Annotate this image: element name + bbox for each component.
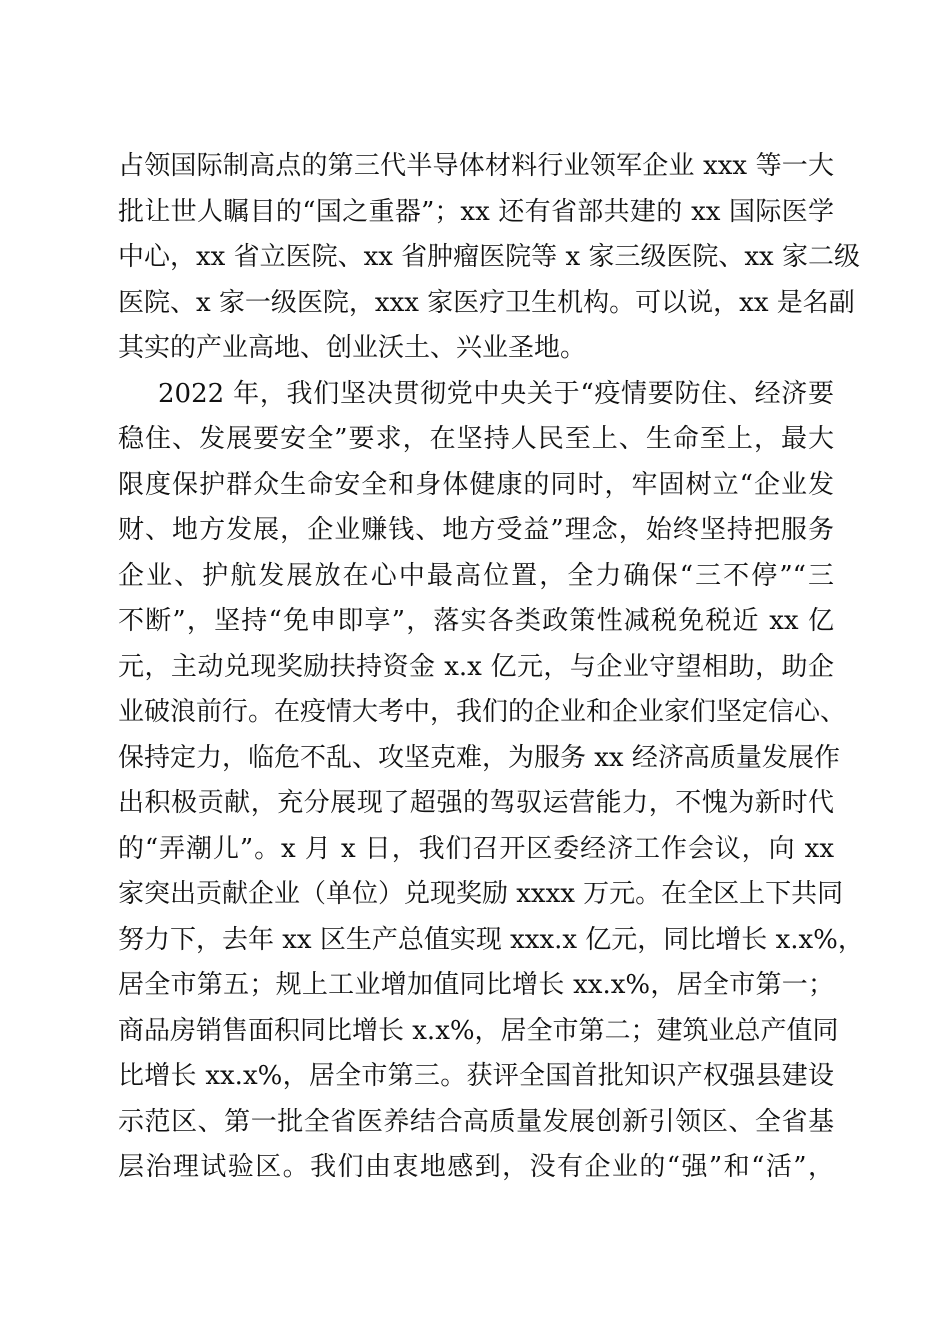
text-line: 企业、护航发展放在心中最高位置，全力确保“三不停”“三 [118, 560, 834, 591]
text-line: 比增长 xx.x%，居全市第三。获评全国首批知识产权强县建设 [118, 1061, 834, 1091]
text-line: 元，主动兑现奖励扶持资金 x.x 亿元，与企业守望相助，助企 [118, 651, 834, 682]
text-line: 商品房销售面积同比增长 x.x%，居全市第二；建筑业总产值同 [118, 1015, 839, 1046]
text-line: 家突出贡献企业（单位）兑现奖励 xxxx 万元。在全区上下共同 [118, 879, 844, 909]
text-line: 示范区、第一批全省医养结合高质量发展创新引领区、全省基 [118, 1106, 834, 1137]
paragraph-1 [118, 144, 860, 372]
text-line: 2022 年，我们坚决贯彻党中央关于“疫情要防住、经济要 [158, 378, 834, 409]
text-line: 批让世人瞩目的“国之重器”；xx 还有省部共建的 xx 国际医学 [118, 196, 834, 227]
text-line: 财、地方发展，企业赚钱、地方受益”理念，始终坚持把服务 [118, 515, 834, 545]
text-line: 业破浪前行。在疫情大考中，我们的企业和企业家们坚定信心、 [118, 697, 847, 727]
text-line: 不断”，坚持“免申即享”，落实各类政策性减税免税近 xx 亿 [118, 606, 834, 636]
text-line: 的“弄潮儿”。x 月 x 日，我们召开区委经济工作会议，向 xx [118, 833, 834, 864]
text-line: 医院、x 家一级医院，xxx 家医疗卫生机构。可以说，xx 是名副 [118, 287, 855, 318]
text-line: 中心，xx 省立医院、xx 省肿瘤医院等 x 家三级医院、xx 家二级 [118, 242, 860, 272]
document-body [118, 144, 864, 1191]
text-line: 努力下，去年 xx 区生产总值实现 xxx.x 亿元，同比增长 x.x%， [118, 924, 864, 955]
text-line: 层治理试验区。我们由衷地感到，没有企业的“强”和“活”， [118, 1152, 834, 1182]
text-line: 保持定力，临危不乱、攻坚克难，为服务 xx 经济高质量发展作 [118, 742, 840, 773]
text-line: 居全市第五；规上工业增加值同比增长 xx.x%，居全市第一； [118, 970, 834, 1000]
paragraph-2 [118, 372, 864, 1191]
text-line: 限度保护群众生命安全和身体健康的同时，牢固树立“企业发 [118, 469, 834, 500]
text-line: 其实的产业高地、创业沃土、兴业圣地。 [118, 333, 587, 363]
text-line: 占领国际制高点的第三代半导体材料行业领军企业 xxx 等一大 [118, 151, 834, 181]
text-line: 稳住、发展要安全”要求，在坚持人民至上、生命至上，最大 [118, 424, 834, 454]
text-line: 出积极贡献，充分展现了超强的驾驭运营能力，不愧为新时代 [118, 788, 834, 818]
